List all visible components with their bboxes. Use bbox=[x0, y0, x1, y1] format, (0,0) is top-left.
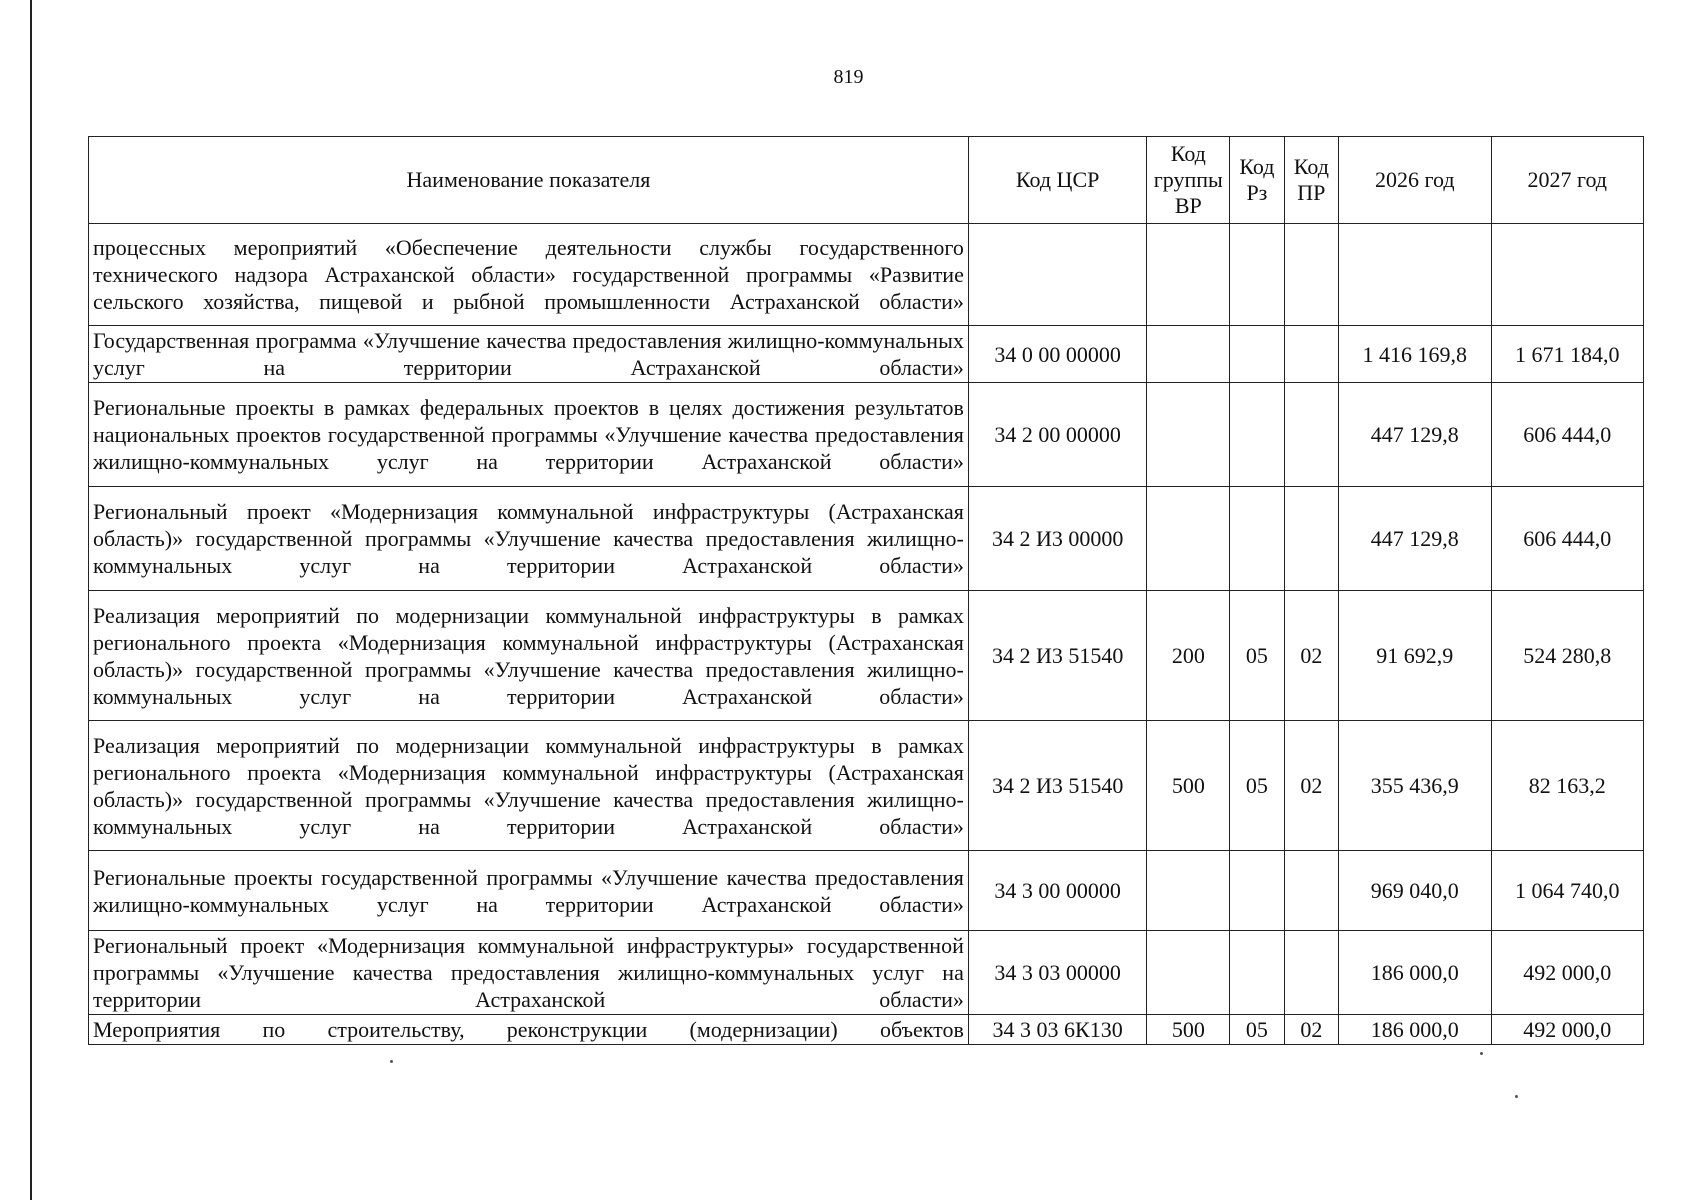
row-name: Региональные проекты в рамках федеральных проектов в целях достижения результатов национальных проектов государственной программы «Улучшение качества предоставления жилищно-коммунальных услуг на территории Астраханской области» bbox=[89, 383, 969, 487]
row-csr-code: 34 2 И3 00000 bbox=[968, 487, 1147, 591]
row-vr-code bbox=[1147, 487, 1230, 591]
row-csr-code: 34 2 И3 51540 bbox=[968, 721, 1147, 851]
row-vr-code bbox=[1147, 931, 1230, 1015]
row-rz-code bbox=[1230, 931, 1284, 1015]
table-row bbox=[89, 721, 1644, 851]
row-name: Региональный проект «Модернизация коммунальной инфраструктуры» государственной программы «Улучшение качества предоставления жилищно-коммунальных услуг на территории Астраханской области» bbox=[89, 931, 969, 1015]
scan-speck bbox=[1515, 1095, 1518, 1098]
row-vr-code bbox=[1147, 224, 1230, 326]
row-csr-code: 34 0 00 00000 bbox=[968, 326, 1147, 383]
row-name: процессных мероприятий «Обеспечение деятельности службы государственного технического надзора Астраханской области» государственной программы «Развитие сельского хозяйства, пищевой и рыбной промышленности Астраханской области» bbox=[89, 224, 969, 326]
row-rz-code: 05 bbox=[1230, 591, 1284, 721]
row-pr-code bbox=[1284, 326, 1338, 383]
row-pr-code bbox=[1284, 851, 1338, 931]
row-value-2027 bbox=[1491, 224, 1644, 326]
row-csr-code: 34 2 И3 51540 bbox=[968, 591, 1147, 721]
row-csr-code: 34 3 00 00000 bbox=[968, 851, 1147, 931]
row-pr-code bbox=[1284, 487, 1338, 591]
table-row bbox=[89, 591, 1644, 721]
row-rz-code bbox=[1230, 383, 1284, 487]
header-csr-code: Код ЦСР bbox=[968, 137, 1147, 224]
header-year-2026: 2026 год bbox=[1339, 137, 1491, 224]
row-rz-code bbox=[1230, 224, 1284, 326]
row-pr-code bbox=[1284, 383, 1338, 487]
row-rz-code: 05 bbox=[1230, 721, 1284, 851]
row-vr-code: 500 bbox=[1147, 1015, 1230, 1045]
row-value-2026: 186 000,0 bbox=[1339, 931, 1491, 1015]
row-name: Региональные проекты государственной программы «Улучшение качества предоставления жилищно-коммунальных услуг на территории Астраханской области» bbox=[89, 851, 969, 931]
table-row bbox=[89, 931, 1644, 1015]
page-number: 819 bbox=[833, 66, 864, 88]
row-vr-code bbox=[1147, 851, 1230, 931]
row-name: Региональный проект «Модернизация коммунальной инфраструктуры (Астраханская область)» государственной программы «Улучшение качества предоставления жилищно-коммунальных услуг на территории Астраханской области» bbox=[89, 487, 969, 591]
table-header-row bbox=[89, 137, 1644, 224]
row-name: Мероприятия по строительству, реконструкции (модернизации) объектов bbox=[89, 1015, 969, 1045]
table-row bbox=[89, 487, 1644, 591]
table-row bbox=[89, 1015, 1644, 1045]
row-name: Государственная программа «Улучшение качества предоставления жилищно-коммунальных услуг на территории Астраханской области» bbox=[89, 326, 969, 383]
row-rz-code: 05 bbox=[1230, 1015, 1284, 1045]
row-value-2027: 82 163,2 bbox=[1491, 721, 1644, 851]
row-pr-code bbox=[1284, 224, 1338, 326]
row-value-2027: 1 064 740,0 bbox=[1491, 851, 1644, 931]
header-year-2027: 2027 год bbox=[1491, 137, 1644, 224]
scan-speck bbox=[390, 1060, 393, 1063]
row-value-2027: 524 280,8 bbox=[1491, 591, 1644, 721]
page-left-edge-line bbox=[30, 0, 32, 1200]
row-value-2026: 355 436,9 bbox=[1339, 721, 1491, 851]
row-rz-code bbox=[1230, 851, 1284, 931]
row-value-2026: 969 040,0 bbox=[1339, 851, 1491, 931]
row-name: Реализация мероприятий по модернизации коммунальной инфраструктуры в рамках регионального проекта «Модернизация коммунальной инфраструктуры (Астраханская область)» государственной программы «Улучшение качества предоставления жилищно-коммунальных услуг на территории Астраханской области» bbox=[89, 721, 969, 851]
row-vr-code: 200 bbox=[1147, 591, 1230, 721]
row-value-2026: 447 129,8 bbox=[1339, 383, 1491, 487]
row-csr-code: 34 3 03 00000 bbox=[968, 931, 1147, 1015]
header-pr-code: Код ПР bbox=[1284, 137, 1338, 224]
header-vr-code: Код группы ВР bbox=[1147, 137, 1230, 224]
table-row bbox=[89, 326, 1644, 383]
row-value-2027: 606 444,0 bbox=[1491, 383, 1644, 487]
row-vr-code bbox=[1147, 326, 1230, 383]
budget-table bbox=[88, 136, 1644, 1045]
table-row bbox=[89, 224, 1644, 326]
row-csr-code bbox=[968, 224, 1147, 326]
row-value-2026 bbox=[1339, 224, 1491, 326]
header-name: Наименование показателя bbox=[89, 137, 969, 224]
row-value-2027: 492 000,0 bbox=[1491, 1015, 1644, 1045]
row-value-2026: 447 129,8 bbox=[1339, 487, 1491, 591]
row-pr-code: 02 bbox=[1284, 591, 1338, 721]
row-csr-code: 34 2 00 00000 bbox=[968, 383, 1147, 487]
row-csr-code: 34 3 03 6К130 bbox=[968, 1015, 1147, 1045]
row-value-2026: 186 000,0 bbox=[1339, 1015, 1491, 1045]
header-rz-code: Код Рз bbox=[1230, 137, 1284, 224]
row-pr-code: 02 bbox=[1284, 721, 1338, 851]
row-rz-code bbox=[1230, 326, 1284, 383]
row-value-2027: 492 000,0 bbox=[1491, 931, 1644, 1015]
table-row bbox=[89, 383, 1644, 487]
row-name: Реализация мероприятий по модернизации коммунальной инфраструктуры в рамках регионального проекта «Модернизация коммунальной инфраструктуры (Астраханская область)» государственной программы «Улучшение качества предоставления жилищно-коммунальных услуг на территории Астраханской области» bbox=[89, 591, 969, 721]
table-row bbox=[89, 851, 1644, 931]
row-rz-code bbox=[1230, 487, 1284, 591]
row-value-2026: 91 692,9 bbox=[1339, 591, 1491, 721]
scan-speck bbox=[1480, 1052, 1483, 1055]
row-value-2027: 1 671 184,0 bbox=[1491, 326, 1644, 383]
row-vr-code: 500 bbox=[1147, 721, 1230, 851]
row-pr-code bbox=[1284, 931, 1338, 1015]
row-value-2027: 606 444,0 bbox=[1491, 487, 1644, 591]
row-value-2026: 1 416 169,8 bbox=[1339, 326, 1491, 383]
row-vr-code bbox=[1147, 383, 1230, 487]
row-pr-code: 02 bbox=[1284, 1015, 1338, 1045]
